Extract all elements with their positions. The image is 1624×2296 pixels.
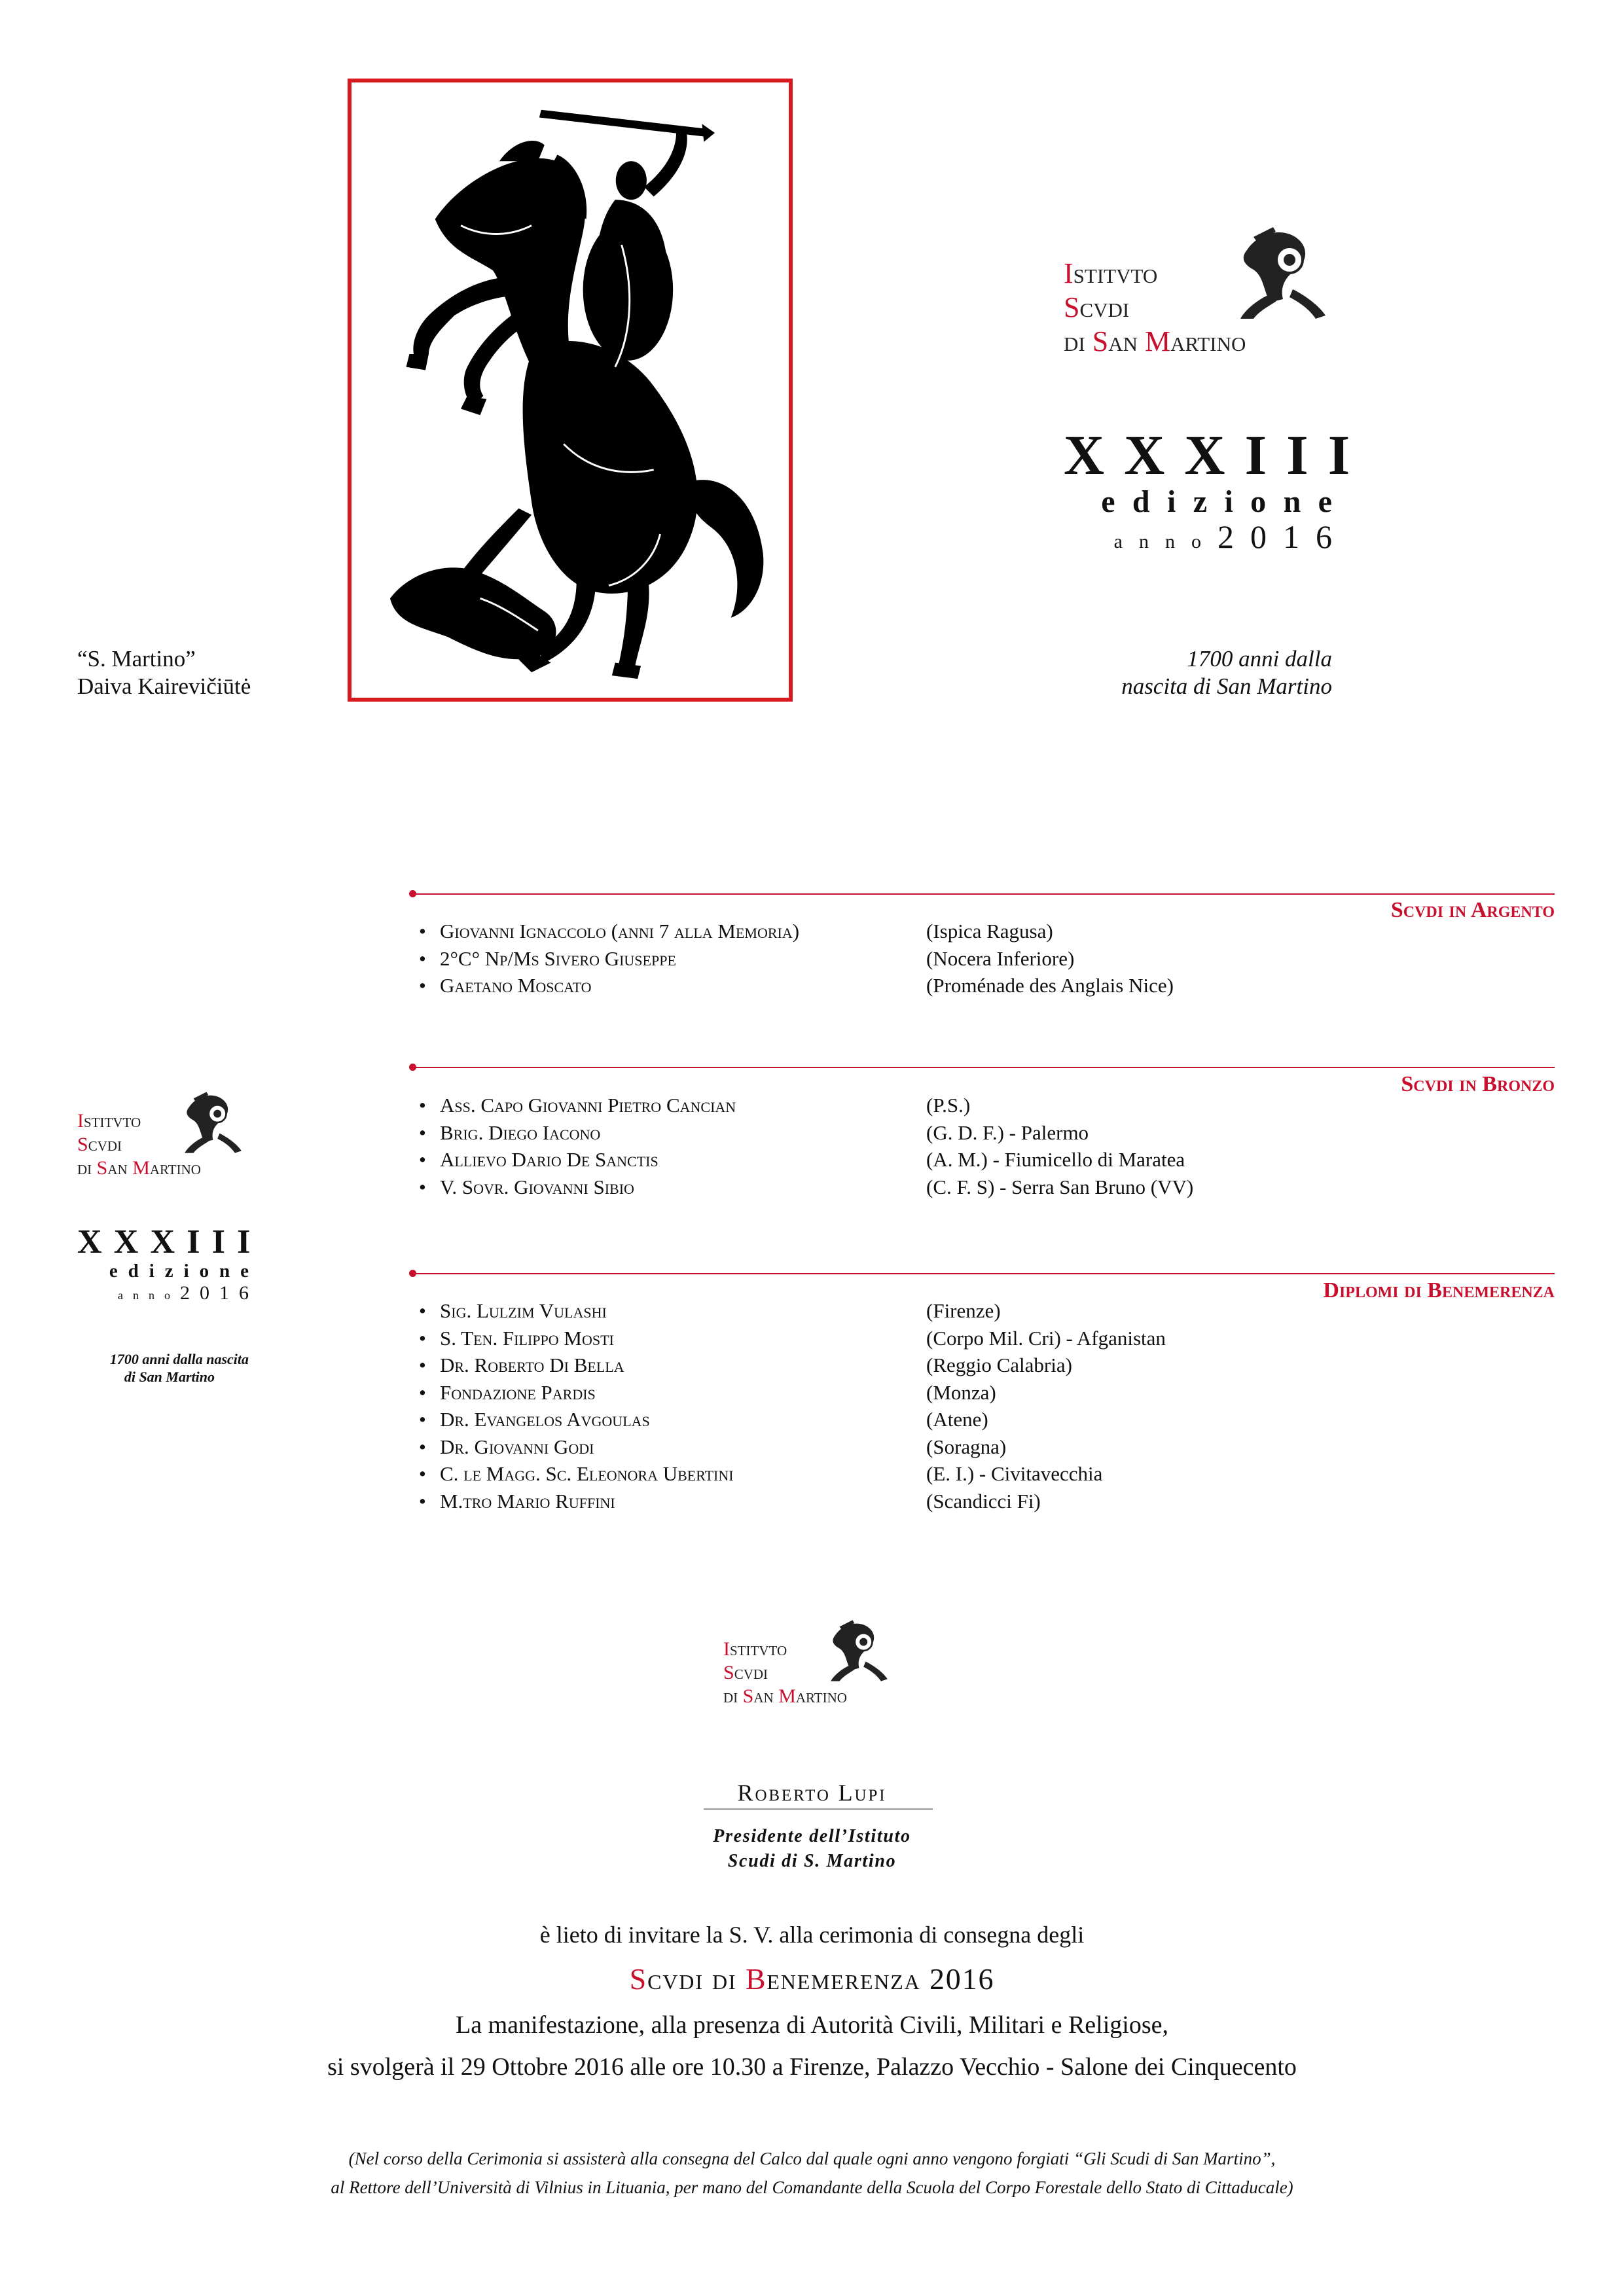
section-divider-bronzo [412,1067,1555,1068]
anniversary-line1: 1700 anni dalla [1187,646,1332,672]
institute-logo-large [1064,224,1352,387]
invitation-intro: è lieto di invitare la S. V. alla cerimonia di consegna degli [539,1922,1085,1948]
logo-line1: Istitvto [1064,257,1158,289]
invitation-details-line2: si svolgerà il 29 Ottobre 2016 alle ore 10.30 a Firenze, Palazzo Vecchio - Salone dei Cinquecento [327,2053,1297,2081]
logo-small-line3-prefix: di [77,1157,92,1179]
edition-number: XXXIII [1064,423,1370,486]
saint-martin-illustration [352,82,789,698]
footnote-line1: (Nel corso della Cerimonia si assisterà alla consegna del Calco dal quale ogni anno vengono forgiati “Gli Scudi di San Martino”, [348,2149,1276,2168]
logo-line2: Scvdi [1064,291,1130,323]
invitation-title: Scvdi di Benemerenza 2016 [629,1962,995,1996]
section-heading-bronzo: Scvdi in Bronzo [1401,1072,1555,1096]
logo-small-line3-martino: Martino [132,1157,201,1179]
logo-line3-prefix: di [1064,325,1085,357]
section-heading-diplomi: Diplomi di Benemerenza [1323,1278,1555,1302]
section-divider-argento [412,893,1555,895]
logo-small-line2: Scvdi [77,1134,122,1155]
anniversary-note-small [77,1350,249,1386]
edition-label-small: edizione [109,1261,259,1282]
footnote-line2: al Rettore dell’Università di Vilnius in Lituania, per mano del Comandante della Scuola del Corpo Forestale dello Stato di Cittaducale) [331,2178,1293,2197]
edition-anno [1064,520,1348,559]
logo-small-line3-san: San [96,1157,128,1179]
anniversary-note [982,645,1332,700]
horseman-emblem-small-icon [175,1090,251,1155]
institute-logo-small [77,1090,254,1201]
signatory-name: Roberto Lupi [737,1780,887,1806]
artwork-artist: Daiva Kairevičiūtė [77,673,251,699]
horseman-emblem-icon [1227,224,1339,322]
logo-bottom-line3-san: San [742,1685,774,1707]
horseman-emblem-bottom-icon [821,1618,897,1683]
edition-block [1064,423,1370,559]
edition-number-small: XXXIII [77,1223,262,1261]
anniversary-small-line2: di San Martino [124,1369,215,1385]
anniversary-line2: nascita di San Martino [1121,673,1332,699]
signatory-role-line2: Scudi di S. Martino [727,1851,897,1871]
logo-text [1064,257,1246,359]
edition-anno-small [77,1282,259,1306]
institute-logo-bottom [723,1618,900,1729]
artwork-caption [77,645,251,700]
artwork-frame [348,79,793,702]
logo-bottom-line2: Scvdi [723,1662,768,1683]
signature-rule [704,1808,933,1810]
logo-small-line1: Istitvto [77,1110,141,1132]
edition-label: edizione [1101,484,1350,519]
logo-bottom-line1: Istitvto [723,1638,787,1660]
edition-block-small [77,1223,262,1306]
anno-label-small: anno [118,1289,180,1302]
anno-year: 2016 [1218,518,1348,555]
logo-bottom-line3-prefix: di [723,1685,738,1707]
anno-year-small: 2016 [180,1282,259,1304]
anniversary-small-line1: 1700 anni dalla nascita [109,1351,249,1367]
anno-label: anno [1113,531,1218,552]
section-heading-argento: Scvdi in Argento [1390,898,1555,922]
logo-line3-martino: Martino [1144,325,1246,357]
invitation-details-line1: La manifestazione, alla presenza di Autorità Civili, Militari e Religiose, [455,2011,1168,2039]
artwork-title: “S. Martino” [77,646,196,672]
logo-line3-san: San [1092,325,1138,357]
logo-bottom-line3-martino: Martino [778,1685,847,1707]
section-divider-diplomi [412,1273,1555,1274]
signatory-role-line1: Presidente dell’Istituto [713,1826,911,1846]
